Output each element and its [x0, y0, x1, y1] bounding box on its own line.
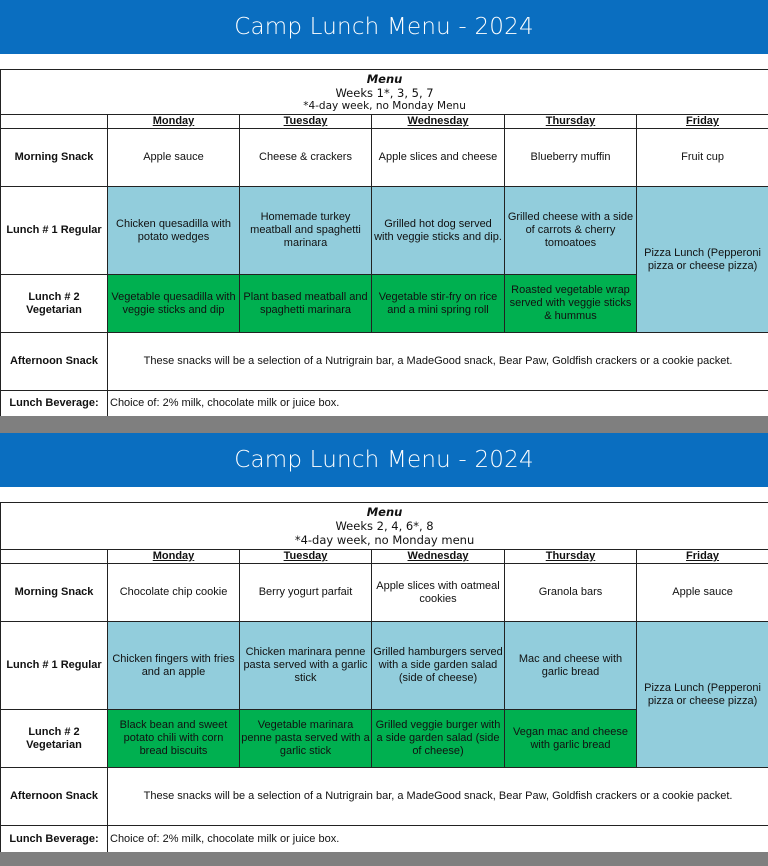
- menu-cell: Roasted vegetable wrap served with veggie sticks & hummus: [505, 275, 637, 333]
- beverage-cell: Choice of: 2% milk, chocolate milk or juice box.: [108, 826, 768, 853]
- menu-cell: Chicken quesadilla with potato wedges: [108, 187, 240, 275]
- menu-title: Menu: [366, 71, 403, 86]
- menu-header: [1, 70, 768, 115]
- menu-table: [0, 69, 768, 417]
- menu-cell: Grilled cheese with a side of carrots & cherry tomoatoes: [505, 187, 637, 275]
- row-label-morning-snack: Morning Snack: [1, 129, 108, 187]
- day-header: Wednesday: [372, 550, 505, 564]
- corner-cell: [1, 115, 108, 129]
- row-label-lunch-regular: Lunch # 1 Regular: [1, 622, 108, 710]
- menu-title: Menu: [366, 504, 403, 519]
- menu-header: [1, 503, 768, 550]
- day-header: Friday: [637, 115, 768, 129]
- afternoon-snack-cell: These snacks will be a selection of a Nutrigrain bar, a MadeGood snack, Bear Paw, Goldfish crackers or a cookie packet.: [108, 333, 768, 391]
- row-label-afternoon-snack: Afternoon Snack: [1, 768, 108, 826]
- day-header: Thursday: [505, 115, 637, 129]
- menu-banner: [0, 0, 768, 54]
- menu-cell: Homemade turkey meatball and spaghetti marinara: [240, 187, 372, 275]
- menu-cell: Apple slices and cheese: [372, 129, 505, 187]
- menu-cell: Vegetable stir-fry on rice and a mini spring roll: [372, 275, 505, 333]
- day-header: Monday: [108, 550, 240, 564]
- section-separator: [0, 416, 768, 433]
- row-label-beverage: Lunch Beverage:: [1, 391, 108, 417]
- menu-cell: Chocolate chip cookie: [108, 564, 240, 622]
- menu-cell: Granola bars: [505, 564, 637, 622]
- friday-pizza-cell: Pizza Lunch (Pepperoni pizza or cheese pizza): [637, 187, 768, 333]
- menu-cell: Vegan mac and cheese with garlic bread: [505, 710, 637, 768]
- menu-cell: Grilled veggie burger with a side garden salad (side of cheese): [372, 710, 505, 768]
- menu-cell: Berry yogurt parfait: [240, 564, 372, 622]
- row-label-lunch-vegetarian: Lunch # 2 Vegetarian: [1, 275, 108, 333]
- menu-cell: Blueberry muffin: [505, 129, 637, 187]
- menu-cell: Apple sauce: [637, 564, 768, 622]
- row-label-afternoon-snack: Afternoon Snack: [1, 333, 108, 391]
- day-header: Monday: [108, 115, 240, 129]
- weeks-note: *4-day week, no Monday Menu: [303, 99, 466, 112]
- menu-cell: Grilled hot dog served with veggie sticks and dip.: [372, 187, 505, 275]
- day-header: Wednesday: [372, 115, 505, 129]
- menu-cell: Mac and cheese with garlic bread: [505, 622, 637, 710]
- spacer: [0, 54, 768, 69]
- menu-cell: Vegetable quesadilla with veggie sticks and dip: [108, 275, 240, 333]
- day-header: Thursday: [505, 550, 637, 564]
- menu-cell: Grilled hamburgers served with a side garden salad (side of cheese): [372, 622, 505, 710]
- afternoon-snack-cell: These snacks will be a selection of a Nutrigrain bar, a MadeGood snack, Bear Paw, Goldfish crackers or a cookie packet.: [108, 768, 768, 826]
- menu-cell: Apple sauce: [108, 129, 240, 187]
- menu-banner: [0, 433, 768, 487]
- menu-cell: Fruit cup: [637, 129, 768, 187]
- menu-table: [0, 502, 768, 853]
- corner-cell: [1, 550, 108, 564]
- beverage-cell: Choice of: 2% milk, chocolate milk or juice box.: [108, 391, 768, 417]
- row-label-lunch-vegetarian: Lunch # 2 Vegetarian: [1, 710, 108, 768]
- day-header: Tuesday: [240, 550, 372, 564]
- row-label-lunch-regular: Lunch # 1 Regular: [1, 187, 108, 275]
- section-separator: [0, 852, 768, 866]
- row-label-beverage: Lunch Beverage:: [1, 826, 108, 853]
- menu-cell: Apple slices with oatmeal cookies: [372, 564, 505, 622]
- menu-cell: Cheese & crackers: [240, 129, 372, 187]
- menu-cell: Vegetable marinara penne pasta served with a garlic stick: [240, 710, 372, 768]
- banner-title: Camp Lunch Menu - 2024: [234, 14, 534, 40]
- day-header: Tuesday: [240, 115, 372, 129]
- menu-cell: Chicken marinara penne pasta served with a garlic stick: [240, 622, 372, 710]
- menu-cell: Plant based meatball and spaghetti marinara: [240, 275, 372, 333]
- menu-cell: Chicken fingers with fries and an apple: [108, 622, 240, 710]
- weeks-label: Weeks 1*, 3, 5, 7: [335, 85, 434, 100]
- row-label-morning-snack: Morning Snack: [1, 564, 108, 622]
- menu-cell: Black bean and sweet potato chili with corn bread biscuits: [108, 710, 240, 768]
- day-header: Friday: [637, 550, 768, 564]
- banner-title: Camp Lunch Menu - 2024: [234, 447, 534, 473]
- weeks-note: *4-day week, no Monday menu: [294, 532, 475, 547]
- spacer: [0, 487, 768, 502]
- weeks-label: Weeks 2, 4, 6*, 8: [335, 518, 434, 533]
- friday-pizza-cell: Pizza Lunch (Pepperoni pizza or cheese pizza): [637, 622, 768, 768]
